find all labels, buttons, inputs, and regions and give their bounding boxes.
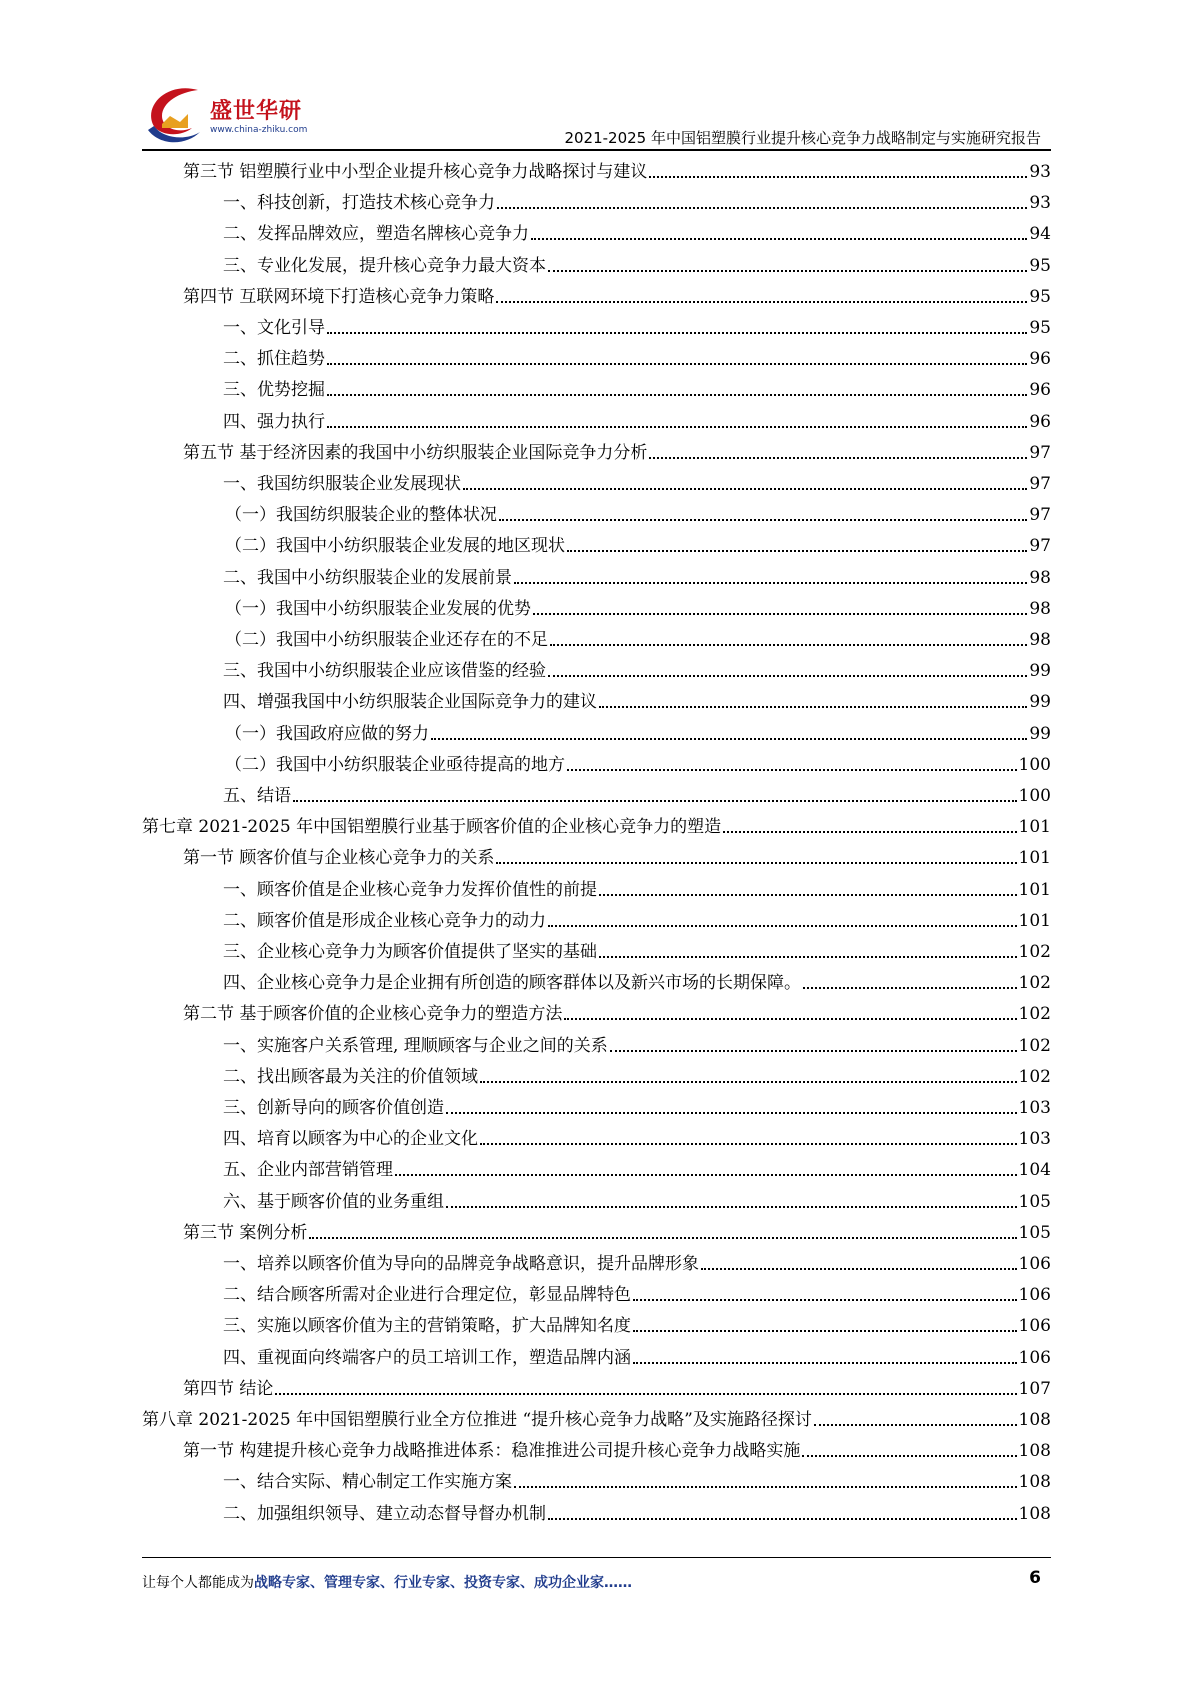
toc-leader-dots xyxy=(633,1343,1017,1364)
toc-leader-dots xyxy=(599,687,1027,708)
toc-leader-dots xyxy=(480,1124,1017,1145)
toc-entry-page: 93 xyxy=(1029,162,1051,182)
toc-entry[interactable] xyxy=(183,282,1051,313)
toc-entry-page: 101 xyxy=(1018,880,1051,900)
logo-website: www.china-zhiku.com xyxy=(210,125,308,135)
toc-entry-page: 108 xyxy=(1018,1441,1051,1461)
toc-leader-dots xyxy=(496,843,1016,864)
toc-entry[interactable] xyxy=(223,344,1051,375)
toc-leader-dots xyxy=(548,656,1027,677)
page-number: 6 xyxy=(1029,1568,1041,1588)
toc-entry-page: 97 xyxy=(1029,536,1051,556)
toc-entry-page: 97 xyxy=(1029,505,1051,525)
toc-entry-page: 98 xyxy=(1029,568,1051,588)
toc-entry-title: 二、我国中小纺织服装企业的发展前景 xyxy=(223,568,512,588)
toc-entry-page: 108 xyxy=(1018,1472,1051,1492)
toc-entry[interactable] xyxy=(223,563,1051,594)
toc-entry-title: 二、抓住趋势 xyxy=(223,349,325,369)
toc-entry-title: 一、我国纺织服装企业发展现状 xyxy=(223,474,461,494)
company-logo xyxy=(140,80,340,150)
toc-leader-dots xyxy=(548,1499,1017,1520)
toc-entry-page: 99 xyxy=(1029,724,1051,744)
toc-entry[interactable] xyxy=(225,594,1051,625)
toc-entry[interactable] xyxy=(223,875,1051,906)
logo-brand-name: 盛世华研 xyxy=(210,99,303,124)
toc-leader-dots xyxy=(514,563,1027,584)
toc-leader-dots xyxy=(533,594,1027,615)
toc-entry[interactable] xyxy=(223,1249,1051,1280)
toc-leader-dots xyxy=(327,344,1027,365)
toc-leader-dots xyxy=(497,188,1027,209)
toc-entry-title: 二、找出顾客最为关注的价值领域 xyxy=(223,1067,478,1087)
toc-entry-page: 98 xyxy=(1029,599,1051,619)
toc-entry-title: 二、加强组织领导、建立动态督导督办机制 xyxy=(223,1504,546,1524)
toc-entry-title: 第二节 基于顾客价值的企业核心竞争力的塑造方法 xyxy=(183,1004,563,1024)
toc-leader-dots xyxy=(649,157,1027,178)
toc-entry[interactable] xyxy=(223,1124,1051,1155)
toc-entry-page: 108 xyxy=(1018,1504,1051,1524)
toc-entry-title: 三、优势挖掘 xyxy=(223,380,325,400)
toc-leader-dots xyxy=(548,251,1027,272)
footer-slogan xyxy=(142,1572,632,1592)
toc-entry-page: 106 xyxy=(1018,1285,1051,1305)
toc-leader-dots xyxy=(610,1031,1017,1052)
toc-entry-title: 五、结语 xyxy=(223,786,291,806)
toc-entry-page: 98 xyxy=(1029,630,1051,650)
toc-entry[interactable] xyxy=(183,999,1051,1030)
toc-entry[interactable] xyxy=(223,656,1051,687)
toc-leader-dots xyxy=(567,750,1017,771)
toc-leader-dots xyxy=(701,1249,1017,1270)
toc-leader-dots xyxy=(633,1280,1017,1301)
toc-entry-title: 四、企业核心竞争力是企业拥有所创造的顾客群体以及新兴市场的长期保障。 xyxy=(223,973,801,993)
toc-leader-dots xyxy=(567,531,1027,552)
toc-entry[interactable] xyxy=(223,687,1051,718)
toc-entry[interactable] xyxy=(225,625,1051,656)
toc-entry[interactable] xyxy=(223,1343,1051,1374)
toc-entry-page: 102 xyxy=(1018,942,1051,962)
toc-entry-page: 101 xyxy=(1018,911,1051,931)
toc-entry-page: 96 xyxy=(1029,349,1051,369)
toc-entry-title: （二）我国中小纺织服装企业还存在的不足 xyxy=(225,630,548,650)
toc-leader-dots xyxy=(550,625,1027,646)
toc-leader-dots xyxy=(431,719,1027,740)
toc-leader-dots xyxy=(649,438,1027,459)
footer-slogan-highlight: 战略专家、管理专家、行业专家、投资专家、成功企业家…… xyxy=(254,1575,632,1591)
toc-entry-title: 第一节 顾客价值与企业核心竞争力的关系 xyxy=(183,848,495,868)
toc-leader-dots xyxy=(814,1405,1017,1426)
toc-entry-page: 103 xyxy=(1018,1129,1051,1149)
toc-entry-title: 第四节 结论 xyxy=(183,1379,274,1399)
toc-entry[interactable] xyxy=(223,188,1051,219)
toc-entry[interactable] xyxy=(183,157,1051,188)
page-header xyxy=(0,0,1191,150)
toc-entry-title: 一、实施客户关系管理, 理顺顾客与企业之间的关系 xyxy=(223,1036,608,1056)
toc-entry-title: 四、增强我国中小纺织服装企业国际竞争力的建议 xyxy=(223,692,597,712)
toc-entry-page: 96 xyxy=(1029,412,1051,432)
toc-entry-page: 102 xyxy=(1018,1036,1051,1056)
toc-leader-dots xyxy=(327,375,1027,396)
toc-leader-dots xyxy=(499,500,1027,521)
toc-entry-page: 100 xyxy=(1018,755,1051,775)
toc-entry-title: 四、强力执行 xyxy=(223,412,325,432)
toc-leader-dots xyxy=(446,1093,1017,1114)
toc-entry-title: 四、重视面向终端客户的员工培训工作，塑造品牌内涵 xyxy=(223,1348,631,1368)
toc-entry[interactable] xyxy=(142,812,1051,843)
toc-entry[interactable] xyxy=(183,843,1051,874)
toc-entry-page: 99 xyxy=(1029,692,1051,712)
toc-entry[interactable] xyxy=(223,1499,1051,1530)
footer-divider xyxy=(142,1557,1051,1558)
toc-entry[interactable] xyxy=(223,1280,1051,1311)
toc-leader-dots xyxy=(514,1467,1017,1488)
toc-entry[interactable] xyxy=(223,407,1051,438)
toc-leader-dots xyxy=(599,875,1017,896)
toc-leader-dots xyxy=(548,906,1017,927)
toc-entry-page: 107 xyxy=(1018,1379,1051,1399)
toc-entry-title: 三、专业化发展，提升核心竞争力最大资本 xyxy=(223,256,546,276)
toc-entry[interactable] xyxy=(225,750,1051,781)
toc-entry[interactable] xyxy=(142,1405,1051,1436)
toc-leader-dots xyxy=(633,1311,1017,1332)
toc-entry-title: 第一节 构建提升核心竞争力战略推进体系：稳准推进公司提升核心竞争力战略实施 xyxy=(183,1441,801,1461)
toc-leader-dots xyxy=(723,812,1016,833)
toc-entry-title: （一）我国中小纺织服装企业发展的优势 xyxy=(225,599,531,619)
toc-entry-title: 第四节 互联网环境下打造核心竞争力策略 xyxy=(183,287,495,307)
toc-entry-page: 101 xyxy=(1018,817,1051,837)
toc-entry-page: 97 xyxy=(1029,443,1051,463)
toc-entry[interactable] xyxy=(223,219,1051,250)
toc-entry-title: 二、结合顾客所需对企业进行合理定位，彰显品牌特色 xyxy=(223,1285,631,1305)
toc-leader-dots xyxy=(446,1187,1017,1208)
toc-entry-title: 二、顾客价值是形成企业核心竞争力的动力 xyxy=(223,911,546,931)
toc-leader-dots xyxy=(564,999,1016,1020)
toc-leader-dots xyxy=(496,282,1027,303)
toc-leader-dots xyxy=(275,1374,1016,1395)
toc-entry-page: 95 xyxy=(1029,256,1051,276)
toc-entry-title: （二）我国中小纺织服装企业发展的地区现状 xyxy=(225,536,565,556)
toc-entry-page: 95 xyxy=(1029,287,1051,307)
toc-entry-title: 三、企业核心竞争力为顾客价值提供了坚实的基础 xyxy=(223,942,597,962)
logo-swirl-icon xyxy=(140,80,210,150)
toc-entry[interactable] xyxy=(223,1031,1051,1062)
header-divider xyxy=(142,149,1051,151)
toc-entry-page: 106 xyxy=(1018,1316,1051,1336)
toc-entry[interactable] xyxy=(223,375,1051,406)
toc-entry[interactable] xyxy=(223,937,1051,968)
toc-leader-dots xyxy=(327,407,1027,428)
toc-entry-title: 一、顾客价值是企业核心竞争力发挥价值性的前提 xyxy=(223,880,597,900)
toc-entry[interactable] xyxy=(223,1062,1051,1093)
toc-entry-title: 六、基于顾客价值的业务重组 xyxy=(223,1192,444,1212)
toc-entry[interactable] xyxy=(223,1155,1051,1186)
toc-entry-title: 四、培育以顾客为中心的企业文化 xyxy=(223,1129,478,1149)
toc-entry-title: 第三节 铝塑膜行业中小型企业提升核心竞争力战略探讨与建议 xyxy=(183,162,648,182)
toc-entry-title: （一）我国政府应做的努力 xyxy=(225,724,429,744)
toc-entry[interactable] xyxy=(223,1187,1051,1218)
toc-entry-title: 二、发挥品牌效应，塑造名牌核心竞争力 xyxy=(223,224,529,244)
toc-leader-dots xyxy=(531,219,1027,240)
toc-entry-title: 第三节 案例分析 xyxy=(183,1223,308,1243)
toc-entry-title: 一、文化引导 xyxy=(223,318,325,338)
toc-leader-dots xyxy=(480,1062,1017,1083)
toc-entry-title: （一）我国纺织服装企业的整体状况 xyxy=(225,505,497,525)
toc-entry-page: 106 xyxy=(1018,1254,1051,1274)
toc-entry[interactable] xyxy=(223,968,1051,999)
toc-leader-dots xyxy=(309,1218,1016,1239)
toc-entry-title: 一、结合实际、精心制定工作实施方案 xyxy=(223,1472,512,1492)
toc-entry-page: 102 xyxy=(1018,1067,1051,1087)
toc-leader-dots xyxy=(802,1436,1016,1457)
toc-entry-title: 三、实施以顾客价值为主的营销策略，扩大品牌知名度 xyxy=(223,1316,631,1336)
toc-entry[interactable] xyxy=(183,1436,1051,1467)
toc-entry[interactable] xyxy=(223,313,1051,344)
toc-entry-page: 99 xyxy=(1029,661,1051,681)
toc-leader-dots xyxy=(327,313,1027,334)
toc-entry[interactable] xyxy=(223,469,1051,500)
toc-entry-page: 101 xyxy=(1018,848,1051,868)
toc-entry-title: 三、创新导向的顾客价值创造 xyxy=(223,1098,444,1118)
toc-entry-page: 105 xyxy=(1018,1223,1051,1243)
toc-entry[interactable] xyxy=(223,1093,1051,1124)
toc-entry[interactable] xyxy=(223,906,1051,937)
toc-entry-page: 100 xyxy=(1018,786,1051,806)
toc-entry-page: 96 xyxy=(1029,380,1051,400)
toc-entry-page: 108 xyxy=(1018,1410,1051,1430)
toc-entry-page: 102 xyxy=(1018,1004,1051,1024)
toc-entry-title: 第七章 2021-2025 年中国铝塑膜行业基于顾客价值的企业核心竞争力的塑造 xyxy=(142,817,722,837)
toc-entry[interactable] xyxy=(183,1374,1051,1405)
toc-entry[interactable] xyxy=(223,1311,1051,1342)
toc-entry[interactable] xyxy=(225,719,1051,750)
toc-entry-page: 93 xyxy=(1029,193,1051,213)
toc-entry[interactable] xyxy=(223,1467,1051,1498)
toc-entry-page: 95 xyxy=(1029,318,1051,338)
toc-entry-title: （二）我国中小纺织服装企业亟待提高的地方 xyxy=(225,755,565,775)
toc-entry-title: 五、企业内部营销管理 xyxy=(223,1160,393,1180)
toc-entry-page: 97 xyxy=(1029,474,1051,494)
footer-slogan-prefix: 让每个人都能成为 xyxy=(142,1575,254,1591)
toc-entry-title: 一、培养以顾客价值为导向的品牌竞争战略意识，提升品牌形象 xyxy=(223,1254,699,1274)
report-title: 2021-2025 年中国铝塑膜行业提升核心竞争力战略制定与实施研究报告 xyxy=(564,129,1041,147)
toc-entry-title: 第五节 基于经济因素的我国中小纺织服装企业国际竞争力分析 xyxy=(183,443,648,463)
toc-entry-page: 103 xyxy=(1018,1098,1051,1118)
toc-leader-dots xyxy=(395,1155,1017,1176)
toc-entry-page: 102 xyxy=(1018,973,1051,993)
toc-entry[interactable] xyxy=(223,781,1051,812)
toc-entry-page: 106 xyxy=(1018,1348,1051,1368)
toc-entry-title: 第八章 2021-2025 年中国铝塑膜行业全方位推进 “提升核心竞争力战略”及实施路径探讨 xyxy=(142,1410,812,1430)
toc-leader-dots xyxy=(293,781,1017,802)
toc-entry-title: 三、我国中小纺织服装企业应该借鉴的经验 xyxy=(223,661,546,681)
toc-leader-dots xyxy=(599,937,1017,958)
toc-entry[interactable] xyxy=(183,1218,1051,1249)
toc-entry-page: 94 xyxy=(1029,224,1051,244)
toc-entry-page: 105 xyxy=(1018,1192,1051,1212)
toc-entry[interactable] xyxy=(223,251,1051,282)
toc-entry-page: 104 xyxy=(1018,1160,1051,1180)
toc-entry-title: 一、科技创新，打造技术核心竞争力 xyxy=(223,193,495,213)
toc-leader-dots xyxy=(463,469,1027,490)
toc-entry[interactable] xyxy=(225,531,1051,562)
toc-leader-dots xyxy=(803,968,1017,989)
toc-entry[interactable] xyxy=(225,500,1051,531)
toc-entry[interactable] xyxy=(183,438,1051,469)
